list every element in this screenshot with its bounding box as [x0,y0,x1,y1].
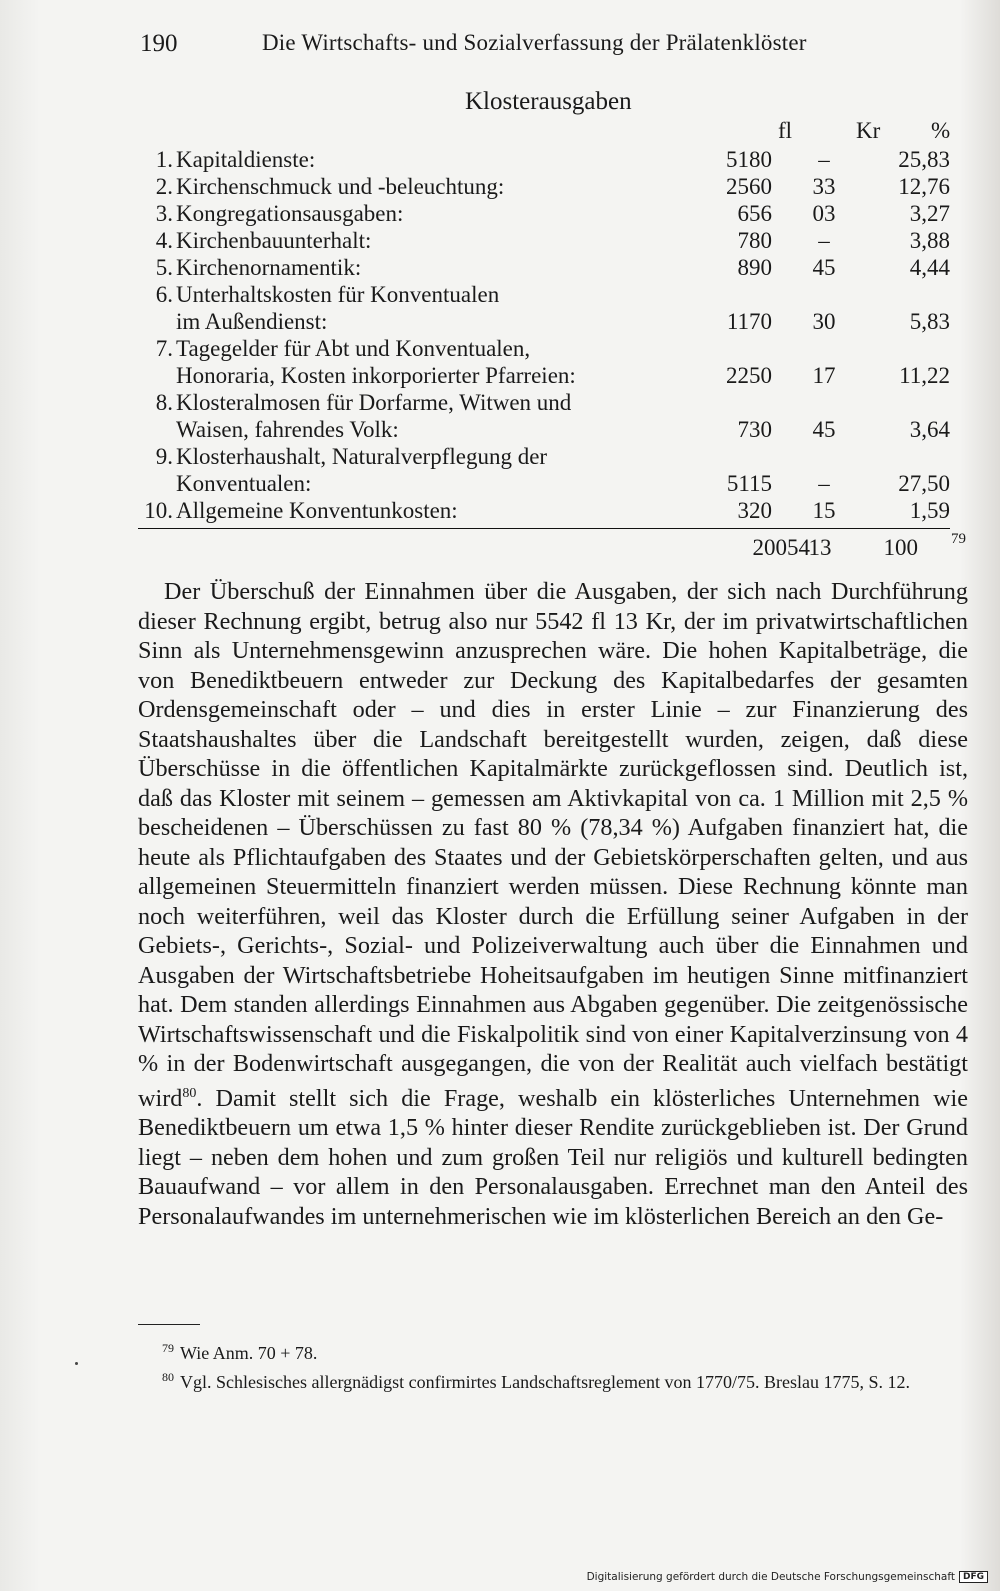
row-fl: 780 [737,228,772,253]
row-number: 6. [155,282,173,307]
table-title: Klosterausgaben [465,88,632,115]
row-label-line: Klosterhaushalt, Naturalverpflegung der [176,444,548,469]
row-label [176,146,972,173]
table-row [138,389,972,443]
table-body [138,146,972,524]
row-number: 7. [155,336,173,361]
body-text [138,577,968,1231]
total-fl: 20054 [752,535,810,560]
row-percent: 27,50 [898,471,950,496]
row-number: 3. [155,201,173,226]
row-number: 1. [155,147,173,172]
row-number: 8. [155,390,173,415]
row-percent: 5,83 [909,309,950,334]
footnote-text: Vgl. Schlesisches allergnädigst confirmirtes Landschaftsreglement von 1770/75. Breslau 1775, S. 12. [180,1372,911,1392]
row-label-line: Konventualen: [176,471,312,496]
row-fl: 656 [737,201,772,226]
paragraph-part-1: Der Überschuß der Einnahmen über die Ausgaben, der sich nach Durchführung dieser Rechnung ergibt, betrug also nur 5542 fl 13 Kr, der im privatwirtschaftlichen Sinn als Unternehmensgewinn anzusprechen wäre. Die hohen Kapitalbeträge, die von Benediktbeuern entweder zur Deckung des Kapitalbedarfes der gesamten Ordensgemeinschaft oder – und dies in erster Linie – zur Finanzierung des Staatshaushaltes über die Landschaft bereitgestellt wurden, zeigen, daß diese Überschüsse in die öffentlichen Kapitalmärkte zurückgeflossen sind. Deutlich ist, daß das Kloster mit seinem – gemessen am Aktivkapital von ca. 1 Million mit 2,5 % bescheidenen – Überschüssen zu fast 80 % (78,34 %) Aufgaben finanziert hat, die heute als Pflichtaufgaben des Staates und der Gebietskörperschaften gelten, und aus allgemeinen Steuermitteln finanziert werden müssen. Diese Rechnung könnte man noch weiterführen, weil das Kloster durch die Erfüllung seiner Aufgaben in der Gebiets-, Gerichts-, Sozial- und Polizeiverwaltung auch über die Einnahmen und Ausgaben der Wirtschaftsbetriebe Hoheitsaufgaben im heutigen Sinne mitfinanziert hat. Dem standen allerdings Einnahmen aus Abgaben gegenüber. Die zeitgenössische Wirtschaftswissenschaft und die Fiskalpolitik sind von einer Kapitalverzinsung von 4 % in der Bodenwirtschaft ausgegangen, die von der Realität auch vielfach bestätigt wird [138,578,968,1112]
row-percent: 3,88 [909,228,950,253]
running-title: Die Wirtschafts- und Sozialverfassung der Prälatenklöster [262,30,807,55]
table-sum-rule [138,528,950,529]
table-total-row [138,533,972,563]
column-header-fl: fl [778,118,793,143]
row-label [176,335,972,389]
total-footnote-ref: 79 [951,531,966,547]
row-label-line: Unterhaltskosten für Konventualen [176,282,500,307]
row-label [176,173,972,200]
column-header-percent: % [931,118,951,143]
paragraph-part-2: . Damit stellt sich die Frage, weshalb ein klösterliches Unternehmen wie Benediktbeuern um etwa 1,5 % hinter dieser Rendite zurückgeblieben ist. Der Grund liegt – neben dem hohen und zum großen Teil nur religiös und kulturell bedingten Bauaufwand – vor allem in den Personalausgaben. Errechnet man den Anteil des Personalaufwandes im unternehmerischen wie im klösterlichen Bereich an den Ge- [138,1084,968,1230]
footnote-ref-80: 80 [182,1085,197,1101]
row-label-line: Kongregationsausgaben: [176,201,404,226]
row-kr: 45 [812,255,836,280]
row-fl: 1170 [726,309,772,334]
table-row [138,200,972,227]
table-row [138,254,972,281]
row-label-line: im Außendienst: [176,309,328,334]
row-label-line: Allgemeine Konventunkosten: [176,498,458,523]
body-paragraph [138,577,968,1231]
row-label [176,254,972,281]
row-number: 4. [155,228,173,253]
row-label [176,389,972,443]
footnote-80 [138,1365,968,1394]
table-row [138,173,972,200]
row-label-line: Klosteralmosen für Dorfarme, Witwen und [176,390,572,415]
expense-table [138,118,972,563]
margin-speck [75,1362,78,1365]
row-label [176,200,972,227]
table-header [138,118,972,146]
table-row [138,227,972,254]
table-row [138,146,972,173]
row-kr: 17 [812,363,836,388]
column-header-kr: Kr [856,118,881,143]
row-fl: 730 [737,417,772,442]
table-row [138,443,972,497]
row-percent: 4,44 [909,255,950,280]
row-fl: 2250 [726,363,772,388]
total-kr: 13 [808,535,832,560]
row-number: 10. [144,498,173,523]
row-label-line: Tagegelder für Abt und Konventualen, [176,336,531,361]
row-label [176,227,972,254]
row-kr: 33 [812,174,836,199]
page-header [140,30,970,66]
row-label [176,443,972,497]
footnote-rule [138,1324,200,1325]
footnote-mark: 79 [162,1341,174,1355]
row-kr: – [818,147,830,172]
dfg-logo: DFG [959,1571,988,1583]
footnote-79 [138,1336,968,1365]
row-label-line: Kirchenschmuck und -beleuchtung: [176,174,505,199]
row-label-line: Kirchenornamentik: [176,255,362,280]
digitization-credit [587,1571,988,1583]
credit-text: Digitalisierung gefördert durch die Deutsche Forschungsgemeinschaft [586,1571,955,1583]
footnote-mark: 80 [162,1370,174,1384]
page-number: 190 [140,30,178,57]
row-fl: 5115 [726,471,772,496]
row-percent: 11,22 [899,363,950,388]
row-fl: 890 [737,255,772,280]
row-percent: 3,27 [909,201,950,226]
row-label-line: Kirchenbauunterhalt: [176,228,372,253]
row-kr: 30 [812,309,836,334]
row-kr: 15 [812,498,836,523]
row-label-line: Honoraria, Kosten inkorporierter Pfarreien: [176,363,576,388]
row-number: 9. [155,444,173,469]
row-number: 5. [155,255,173,280]
row-percent: 1,59 [909,498,950,523]
row-kr: – [818,471,830,496]
row-label-line: Kapitaldienste: [176,147,316,172]
row-fl: 5180 [726,147,772,172]
row-percent: 25,83 [898,147,950,172]
row-percent: 12,76 [898,174,950,199]
row-fl: 320 [737,498,772,523]
row-label [176,497,972,524]
row-kr: 45 [812,417,836,442]
row-kr: – [818,228,830,253]
footnotes [138,1336,968,1394]
table-row [138,335,972,389]
row-fl: 2560 [726,174,772,199]
row-percent: 3,64 [909,417,950,442]
row-label-line: Waisen, fahrendes Volk: [176,417,399,442]
footnote-text: Wie Anm. 70 + 78. [180,1343,318,1363]
total-percent: 100 [883,535,918,560]
table-row [138,497,972,524]
row-kr: 03 [812,201,836,226]
row-label [176,281,972,335]
table-row [138,281,972,335]
row-number: 2. [155,174,173,199]
